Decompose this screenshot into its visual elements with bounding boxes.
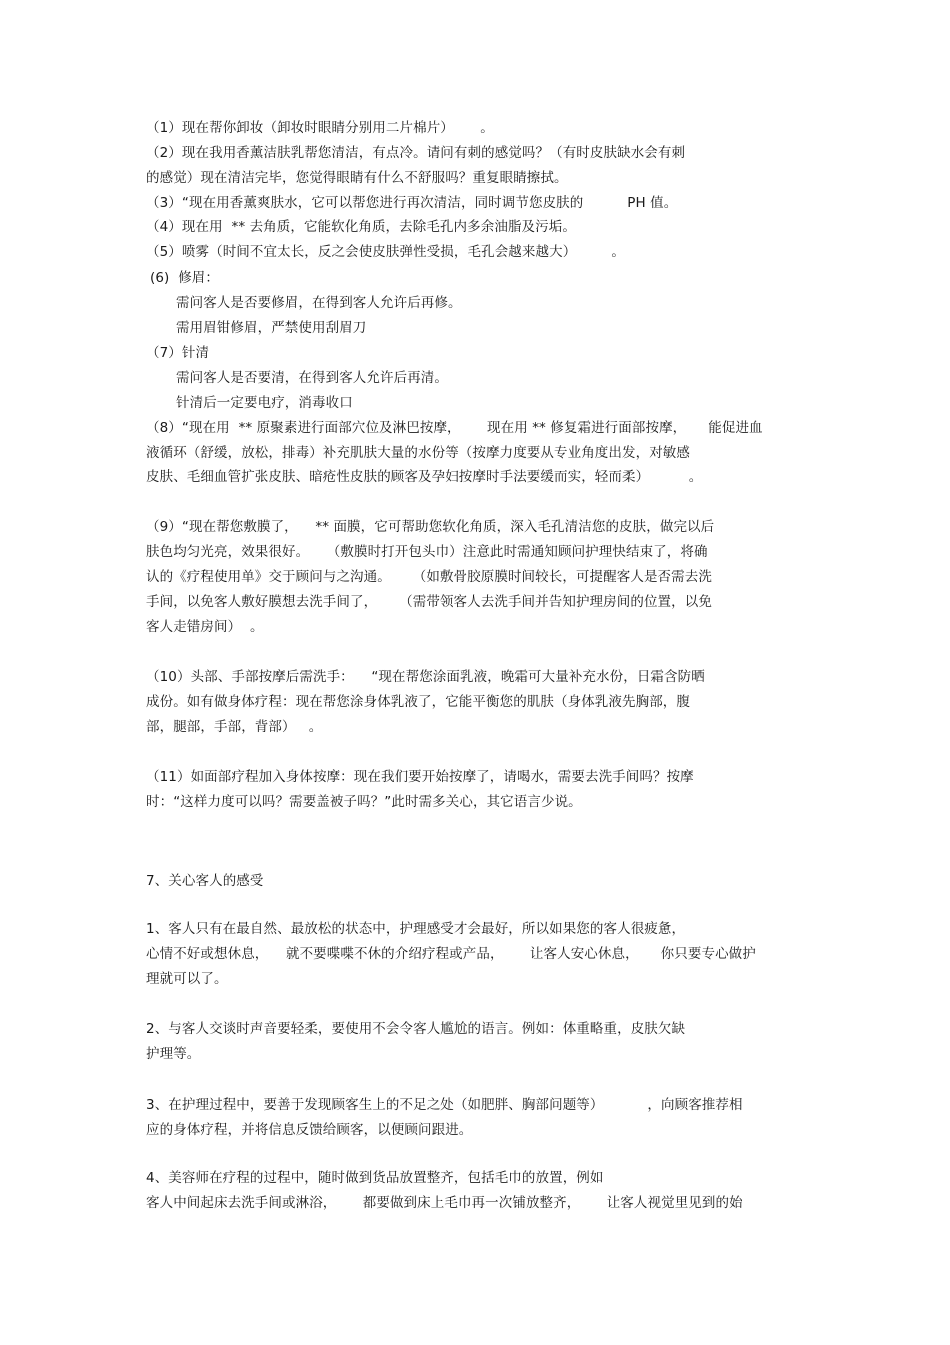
text-line: （1）现在帮你卸妆（卸妆时眼睛分别用二片棉片） 。: [146, 120, 494, 136]
text-line: 需问客人是否要清，在得到客人允许后再清。: [176, 370, 448, 386]
text-line: 成份。如有做身体疗程：现在帮您涂身体乳液了，它能平衡您的肌肤（身体乳液先胸部，腹: [146, 694, 690, 710]
text-line: 针清后一定要电疗，消毒收口: [176, 395, 353, 411]
text-line: 客人走错房间） 。: [146, 619, 264, 635]
text-line: （8）“现在用 ** 原聚素进行面部穴位及淋巴按摩， 现在用 ** 修复霜进行面部按摩， 能促进血: [146, 420, 763, 436]
text-line: 时：“这样力度可以吗？需要盖被子吗？”此时需多关心，其它语言少说。: [146, 794, 582, 810]
text-line: 心情不好或想休息， 就不要喋喋不休的介绍疗程或产品， 让客人安心休息， 你只要专心做护: [146, 946, 756, 962]
text-line: 液循环（舒缓，放松，排毒）补充肌肤大量的水份等（按摩力度要从专业角度出发，对敏感: [146, 445, 690, 461]
text-line: 部，腿部，手部，背部） 。: [146, 719, 323, 735]
text-line: （3）“现在用香薰爽肤水，它可以帮您进行再次清洁，同时调节您皮肤的 PH 值。: [146, 195, 678, 211]
text-line: 2、与客人交谈时声音要轻柔，要使用不会令客人尴尬的语言。例如：体重略重，皮肤欠缺: [146, 1021, 686, 1037]
text-line: 应的身体疗程，并将信息反馈给顾客，以便顾问跟进。: [146, 1122, 473, 1138]
text-line: （9）“现在帮您敷膜了， ** 面膜，它可帮助您软化角质，深入毛孔清洁您的皮肤，做完以后: [146, 519, 715, 535]
text-line: (6) 修眉：: [150, 270, 220, 286]
text-line: 3、在护理过程中，要善于发现顾客生上的不足之处（如肥胖、胸部问题等） ，向顾客推荐相: [146, 1097, 743, 1113]
text-line: 手间，以免客人敷好膜想去洗手间了， （需带领客人去洗手间并告知护理房间的位置，以免: [146, 594, 712, 610]
text-line: 的感觉）现在清洁完毕，您觉得眼睛有什么不舒服吗？重复眼睛擦拭。: [146, 170, 568, 186]
text-line: （5）喷雾（时间不宜太长，反之会使皮肤弹性受损，毛孔会越来越大） 。: [146, 244, 626, 260]
text-line: 客人中间起床去洗手间或淋浴， 都要做到床上毛巾再一次铺放整齐， 让客人视觉里见到的始: [146, 1195, 743, 1211]
text-line: 需问客人是否要修眉，在得到客人允许后再修。: [176, 295, 462, 311]
text-line: 1、客人只有在最自然、最放松的状态中，护理感受才会最好，所以如果您的客人很疲惫，: [146, 921, 686, 937]
section-heading: 7、关心客人的感受: [146, 873, 264, 889]
text-line: 认的《疗程使用单》交于顾问与之沟通。 （如敷骨胶原膜时间较长，可提醒客人是否需去洗: [146, 569, 712, 585]
text-line: 护理等。: [146, 1046, 201, 1062]
text-line: （2）现在我用香薰洁肤乳帮您清洁，有点冷。请问有刺的感觉吗？（有时皮肤缺水会有刺: [146, 145, 686, 161]
text-line: 需用眉钳修眉，严禁使用刮眉刀: [176, 320, 367, 336]
text-line: 肤色均匀光亮，效果很好。 （敷膜时打开包头巾）注意此时需通知顾问护理快结束了，将确: [146, 544, 708, 560]
text-line: （10）头部、手部按摩后需洗手： “现在帮您涂面乳液，晚霜可大量补充水份，日霜含防晒: [146, 669, 705, 685]
text-line: （7）针清: [146, 345, 210, 361]
text-line: （11）如面部疗程加入身体按摩：现在我们要开始按摩了，请喝水，需要去洗手间吗？按摩: [146, 769, 694, 785]
text-line: 理就可以了。: [146, 971, 228, 987]
text-line: 4、美容师在疗程的过程中，随时做到货品放置整齐，包括毛巾的放置，例如: [146, 1170, 604, 1186]
text-line: （4）现在用 ** 去角质，它能软化角质，去除毛孔内多余油脂及污垢。: [146, 219, 576, 235]
text-line: 皮肤、毛细血管扩张皮肤、暗疮性皮肤的顾客及孕妇按摩时手法要缓而实，轻而柔） 。: [146, 469, 703, 485]
